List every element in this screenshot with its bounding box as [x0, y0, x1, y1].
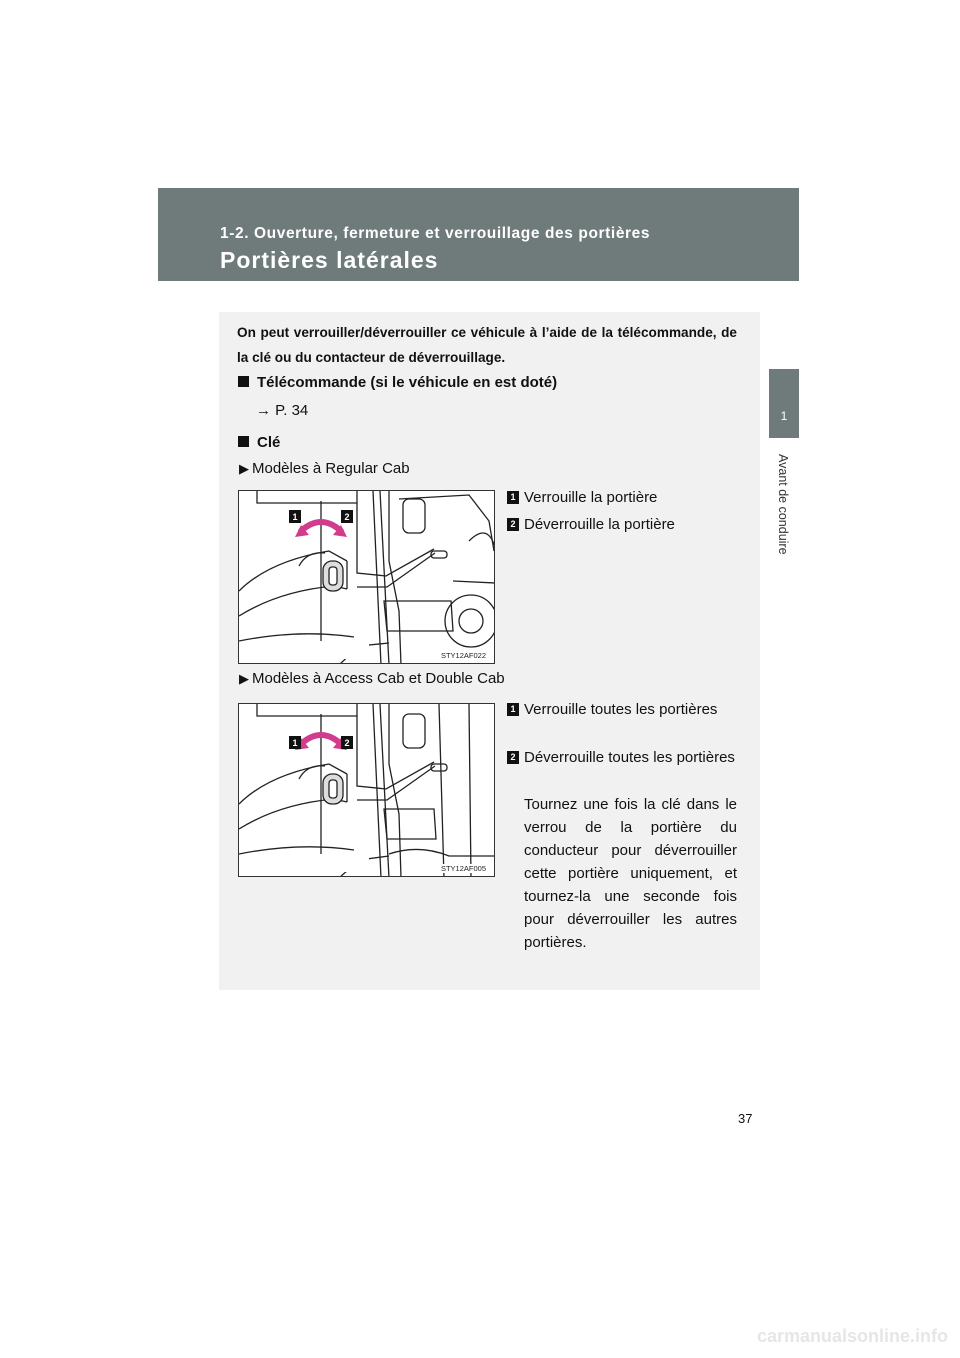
section-label: 1-2. Ouverture, fermeture et verrouillage des portières — [220, 225, 651, 242]
page-reference-text: P. 34 — [275, 402, 309, 419]
section-header — [158, 188, 799, 281]
triangle-bullet-icon: ▶ — [239, 461, 249, 476]
remote-page-reference — [256, 402, 308, 419]
watermark: carmanualsonline.info — [756, 1326, 948, 1346]
remote-heading-text: Télécommande (si le véhicule en est doté) — [257, 374, 558, 391]
chapter-label: Avant de conduire — [776, 454, 790, 555]
legend-text: Déverrouille toutes les portières — [524, 749, 735, 766]
legend-text: Verrouille la portière — [524, 489, 658, 506]
square-bullet-icon — [238, 376, 249, 387]
page-number: 37 — [738, 1111, 753, 1126]
number-1-icon: 1 — [507, 703, 519, 716]
svg-text:1: 1 — [292, 738, 298, 748]
figure-code: STY12AF022 — [440, 651, 486, 660]
regular-cab-label-text: Modèles à Regular Cab — [252, 460, 410, 477]
legend-item — [507, 746, 737, 769]
right-arrow-icon: → — [256, 402, 271, 419]
legend-text: Verrouille toutes les portières — [524, 701, 718, 718]
regular-cab-label — [239, 460, 410, 477]
page-title: Portières latérales — [220, 247, 439, 273]
access-cab-label — [239, 670, 505, 687]
number-1-icon: 1 — [507, 491, 519, 504]
regular-cab-illustration — [238, 490, 495, 664]
legend-item — [507, 698, 737, 721]
legend-item — [507, 486, 737, 509]
access-cab-label-text: Modèles à Access Cab et Double Cab — [252, 670, 505, 687]
number-2-icon: 2 — [507, 751, 519, 764]
content-panel — [219, 312, 760, 990]
square-bullet-icon — [238, 436, 249, 447]
access-cab-illustration — [238, 703, 495, 877]
access-cab-note: Tournez une fois la clé dans le verrou de la portière du conducteur pour déverrouiller cette portière uniquement, et tournez-la une seconde fois pour déverrouiller les autres portières. — [524, 796, 737, 951]
svg-text:2: 2 — [344, 512, 350, 522]
legend-item — [507, 513, 737, 536]
key-heading — [238, 434, 280, 451]
figure-code: STY12AF005 — [440, 864, 486, 873]
chapter-number: 1 — [780, 409, 788, 423]
number-2-icon: 2 — [507, 518, 519, 531]
key-heading-text: Clé — [257, 434, 281, 451]
triangle-bullet-icon: ▶ — [239, 671, 249, 686]
remote-heading — [238, 374, 557, 391]
svg-text:2: 2 — [344, 738, 350, 748]
legend-text: Déverrouille la portière — [524, 516, 675, 533]
chapter-tab — [769, 369, 799, 438]
svg-text:1: 1 — [292, 512, 298, 522]
intro-text: On peut verrouiller/déverrouiller ce véhicule à l’aide de la télécommande, de la clé ou du contacteur de déverrouillage. — [237, 325, 737, 365]
